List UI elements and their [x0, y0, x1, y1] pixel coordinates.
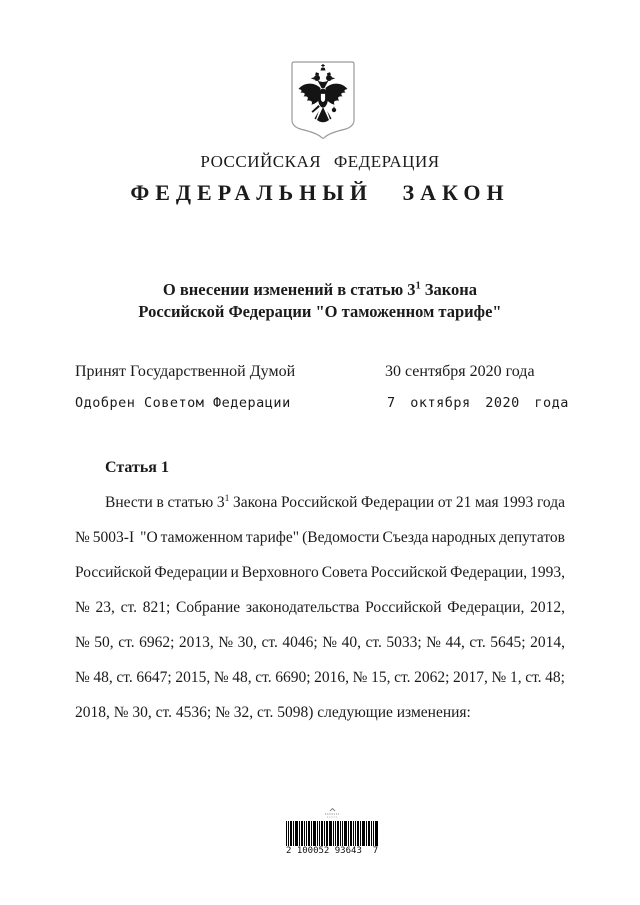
paragraph-line1-text: Внести в статью 3 [105, 494, 225, 511]
paragraph-line [75, 625, 565, 660]
law-title-line2: Российской Федерации "О таможенном тарифе" [138, 302, 502, 321]
paragraph-line [75, 520, 565, 555]
paragraph-line-text: № 23, ст. 821; Собрание законодательства Российской Федерации, 2012, [75, 599, 565, 616]
law-title-line1-tail: Закона [420, 280, 478, 299]
paragraph-line-text: 2018, № 30, ст. 4536; № 32, ст. 5098) следующие изменения: [75, 704, 471, 721]
council-approval-date: 7 октября 2020 года [387, 395, 569, 411]
print-mark-icon [322, 808, 342, 819]
council-approval-row [75, 393, 640, 424]
council-approval-label: Одобрен Советом Федерации [75, 395, 291, 411]
russian-coat-of-arms-icon [291, 61, 355, 139]
article-heading: Статья 1 [105, 459, 169, 476]
adoption-block [75, 362, 640, 424]
paragraph-line [75, 555, 565, 590]
law-title-line1-text: О внесении изменений в статью 3 [162, 280, 416, 299]
duma-adoption-row [75, 362, 640, 393]
law-title-superscript: 1 [415, 280, 421, 292]
ean-barcode-icon [286, 821, 378, 846]
paragraph-line [75, 660, 565, 695]
duma-adoption-label: Принят Государственной Думой [75, 363, 296, 380]
paragraph-line [75, 590, 565, 625]
barcode-number: 2 100052 93643 7 [286, 846, 379, 856]
paragraph-line-text: Российской Федерации и Верховного Совета Российской Федерации, 1993, [75, 564, 565, 581]
paragraph-line [75, 695, 565, 730]
paragraph-superscript: 1 [224, 492, 230, 504]
paragraph-line-text: № 5003-I "О таможенном тарифе" (Ведомости Съезда народных депутатов [75, 529, 565, 546]
document-type-heading: ФЕДЕРАЛЬНЫЙ ЗАКОН [130, 180, 510, 205]
paragraph-line-text: № 50, ст. 6962; 2013, № 30, ст. 4046; № 40, ст. 5033; № 44, ст. 5645; 2014, [75, 634, 565, 651]
barcode-block [286, 808, 378, 856]
paragraph-line [105, 485, 565, 520]
country-heading: РОССИЙСКАЯ ФЕДЕРАЦИЯ [200, 152, 440, 171]
law-title [0, 279, 640, 323]
law-title-line1 [0, 279, 640, 301]
duma-adoption-date: 30 сентября 2020 года [385, 363, 535, 380]
paragraph-line-text [105, 494, 565, 511]
paragraph-line1-tail: Закона Российской Федерации от 21 мая 1993 года [229, 494, 565, 511]
paragraph-line-text: № 48, ст. 6647; 2015, № 48, ст. 6690; 2016, № 15, ст. 2062; 2017, № 1, ст. 48; [75, 669, 565, 686]
article-paragraph [75, 485, 565, 730]
